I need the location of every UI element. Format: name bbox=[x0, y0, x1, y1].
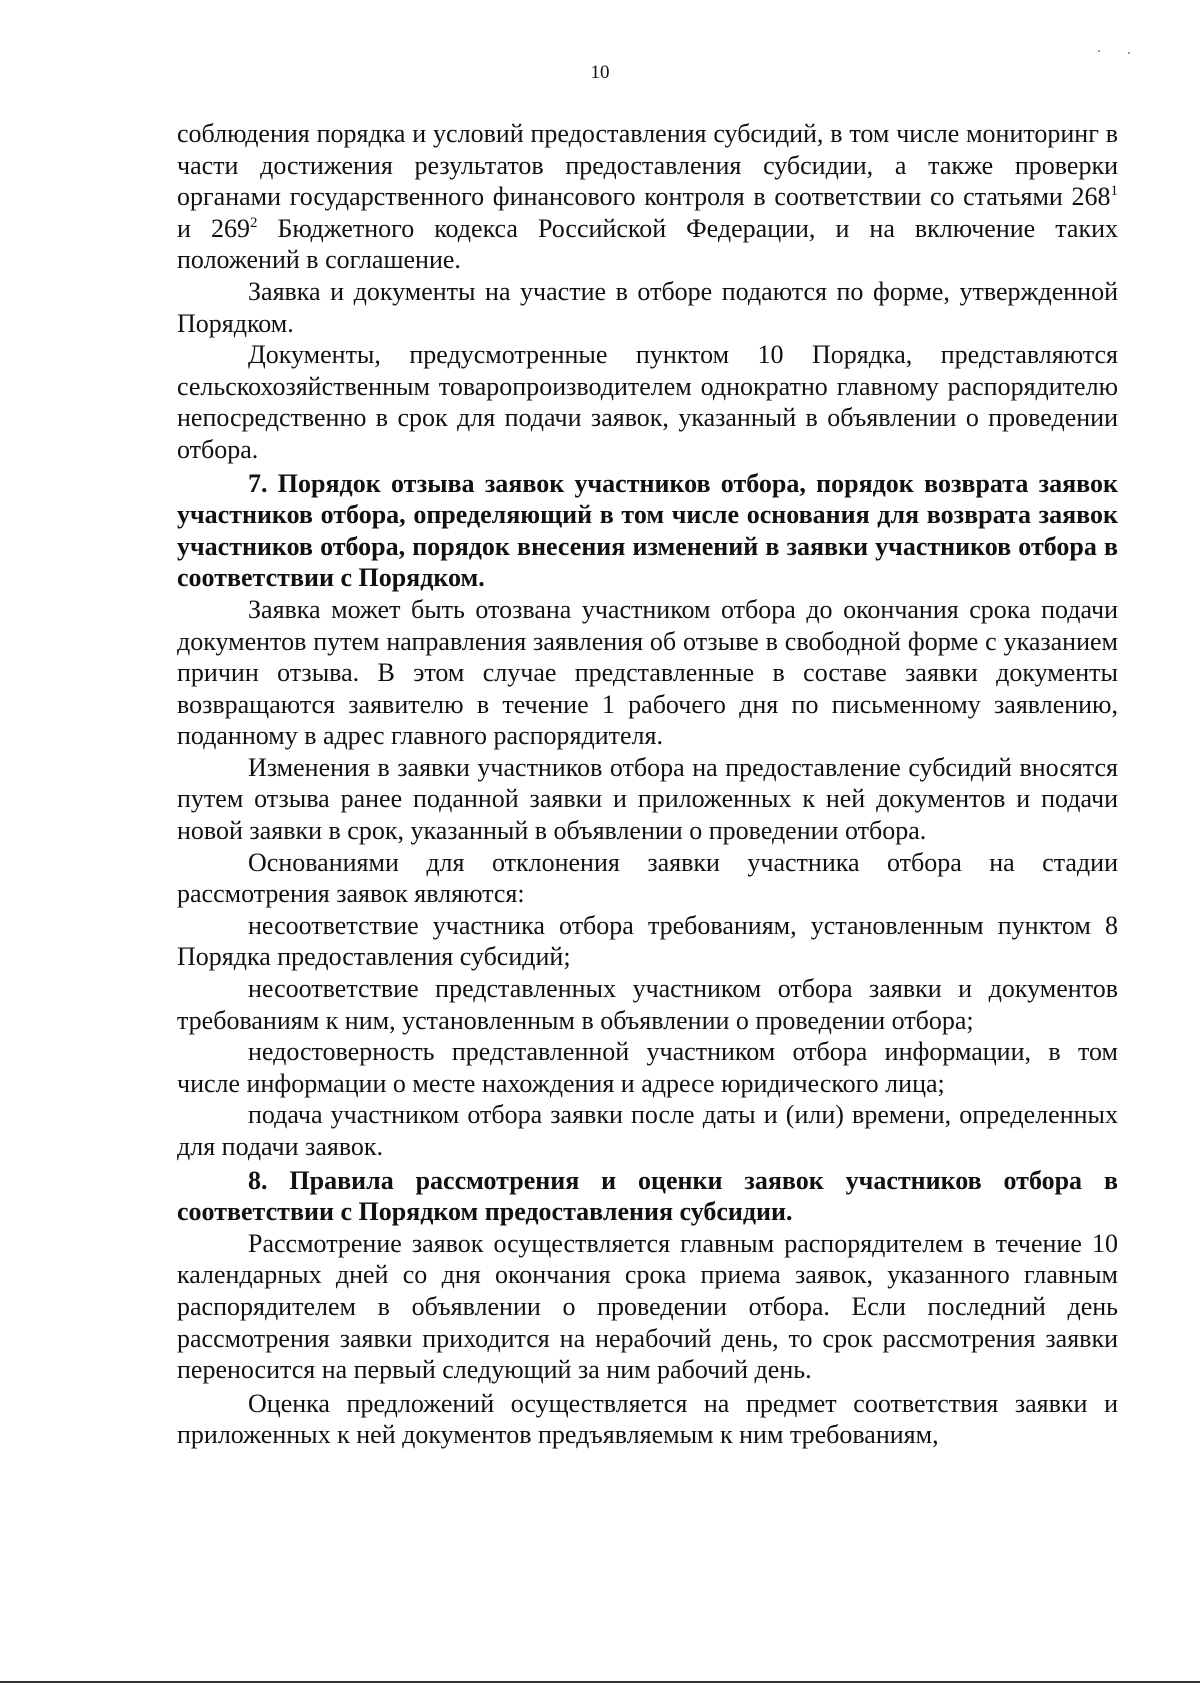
paragraph-text: и 269 bbox=[177, 213, 250, 243]
paragraph-documents: Документы, предусмотренные пунктом 10 Порядка, представляются сельскохозяйственным товаропроизводителем однократно главному распорядителю непосредственно в срок для подачи заявок, указанный в объявлении о проведении отбора. bbox=[177, 340, 1118, 464]
scan-edge-line bbox=[0, 1681, 1200, 1683]
paragraph-evaluation: Оценка предложений осуществляется на предмет соответствия заявки и приложенных к ней документов предъявляемым к ним требованиям, bbox=[177, 1388, 1118, 1450]
paragraph-monitoring bbox=[177, 118, 1118, 276]
document-body bbox=[177, 118, 1118, 1451]
paragraph-application-form: Заявка и документы на участие в отборе подаются по форме, утвержденной Порядком. bbox=[177, 276, 1118, 338]
section-heading-7: 7. Порядок отзыва заявок участников отбора, порядок возврата заявок участников отбора, определяющий в том числе основания для возврата заявок участников отбора, порядок внесения изменений в заявки участников отбора в соответствии с Порядком. bbox=[177, 468, 1118, 593]
list-item-ground-3: недостоверность представленной участником отбора информации, в том числе информации о месте нахождения и адресе юридического лица; bbox=[177, 1037, 1118, 1098]
list-item-ground-2: несоответствие представленных участником отбора заявки и документов требованиям к ним, установленным в объявлении о проведении отбора; bbox=[177, 974, 1118, 1035]
list-item-ground-4: подача участником отбора заявки после даты и (или) времени, определенных для подачи заявок. bbox=[177, 1100, 1118, 1161]
section-heading-8: 8. Правила рассмотрения и оценки заявок участников отбора в соответствии с Порядком предоставления субсидии. bbox=[177, 1165, 1118, 1227]
scan-speck bbox=[1128, 52, 1130, 54]
paragraph-changes: Изменения в заявки участников отбора на предоставление субсидий вносятся путем отзыва ранее поданной заявки и приложенных к ней документов и подачи новой заявки в срок, указанный в объявлении о проведении отбора. bbox=[177, 752, 1118, 846]
paragraph-text: соблюдения порядка и условий предоставления субсидий, в том числе мониторинг в части достижения результатов предоставления субсидии, а также проверки органами государственного финансового контроля в соответствии со статьями 268 bbox=[177, 119, 1118, 212]
paragraph-review: Рассмотрение заявок осуществляется главным распорядителем в течение 10 календарных дней со дня окончания срока приема заявок, указанного главным распорядителем в объявлении о проведении отбора. Если последний день рассмотрения заявки приходится на нерабочий день, то срок рассмотрения заявки переносится на первый следующий за ним рабочий день. bbox=[177, 1228, 1118, 1385]
paragraph-withdrawal: Заявка может быть отозвана участником отбора до окончания срока подачи документов путем направления заявления об отзыве в свободной форме с указанием причин отзыва. В этом случае представленные в составе заявки документы возвращаются заявителю в течение 1 рабочего дня по письменному заявлению, поданному в адрес главного распорядителя. bbox=[177, 594, 1118, 751]
paragraph-rejection-grounds: Основаниями для отклонения заявки участника отбора на стадии рассмотрения заявок являются: bbox=[177, 847, 1118, 909]
paragraph-text: Бюджетного кодекса Российской Федерации, и на включение таких положений в соглашение. bbox=[177, 213, 1118, 275]
page-number: 10 bbox=[590, 62, 610, 83]
footnote-superscript: 1 bbox=[1110, 183, 1118, 200]
footnote-superscript: 2 bbox=[249, 214, 258, 231]
list-item-ground-1: несоответствие участника отбора требованиям, установленным пунктом 8 Порядка предоставления субсидий; bbox=[177, 910, 1118, 972]
scan-speck bbox=[1098, 50, 1100, 52]
